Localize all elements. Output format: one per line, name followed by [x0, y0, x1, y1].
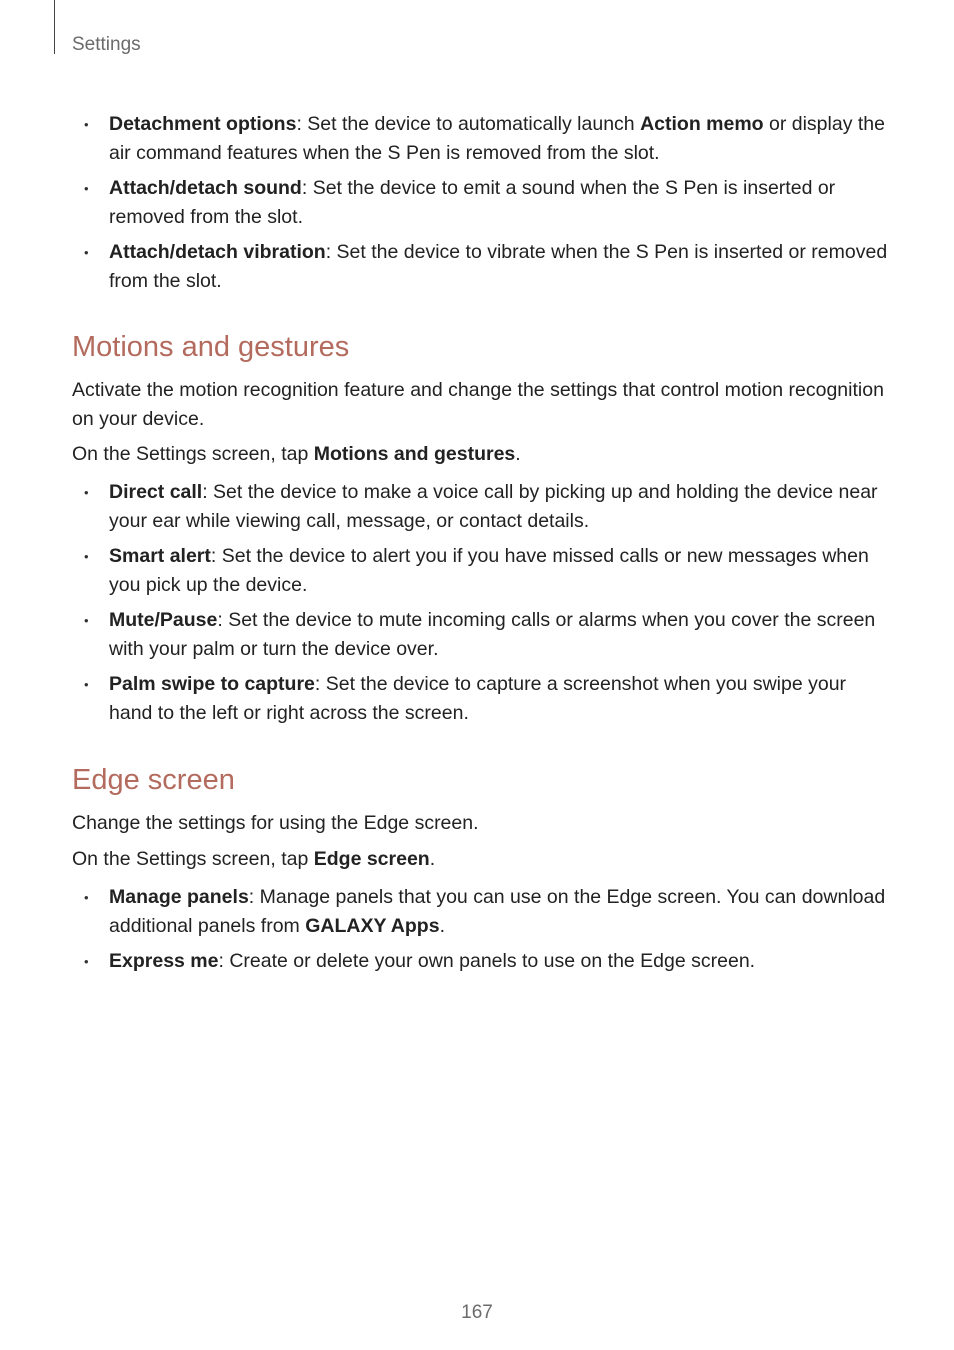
item-text: : Set the device to make a voice call by picking up and holding the device near your ear while viewing call, message, or contact details. — [109, 481, 878, 532]
tap-prefix: On the Settings screen, tap — [72, 848, 314, 870]
item-text: : Set the device to capture a screenshot when you swipe your hand to the left or right across the screen. — [109, 673, 847, 724]
running-header: Settings — [72, 34, 141, 55]
item-term: Detachment options — [109, 113, 297, 135]
item-term: Action memo — [640, 113, 764, 135]
item-term: Smart alert — [109, 545, 211, 567]
item-term: Attach/detach vibration — [109, 241, 326, 263]
edge-options-list — [72, 883, 890, 976]
section-title-motions: Motions and gestures — [72, 331, 350, 363]
list-item — [72, 883, 890, 941]
page-number: 167 — [461, 1302, 493, 1323]
item-text: . — [439, 915, 445, 937]
list-item — [72, 478, 890, 536]
edge-section-body — [72, 809, 890, 982]
motions-section-body — [72, 376, 890, 734]
item-term: Mute/Pause — [109, 609, 218, 631]
section-intro: Change the settings for using the Edge screen. — [72, 812, 479, 834]
header-rule — [54, 0, 55, 54]
tap-prefix: On the Settings screen, tap — [72, 443, 314, 465]
tap-instruction — [72, 440, 890, 469]
tap-instruction — [72, 845, 890, 874]
tap-target: Motions and gestures — [313, 443, 516, 465]
spen-options-list — [72, 110, 890, 302]
list-item — [72, 110, 890, 168]
item-term: Manage panels — [109, 886, 249, 908]
item-text: : Create or delete your own panels to use on the Edge screen. — [218, 950, 756, 972]
item-text: : Set the device to alert you if you have missed calls or new messages when you pick up the device. — [109, 545, 869, 596]
list-item — [72, 542, 890, 600]
tap-suffix: . — [429, 848, 436, 870]
item-term: Express me — [109, 950, 219, 972]
list-item — [72, 606, 890, 664]
item-term: Attach/detach sound — [109, 177, 302, 199]
tap-target: Edge screen — [313, 848, 430, 870]
list-item — [72, 947, 890, 976]
item-text: : Manage panels that you can use on the Edge screen. You can download additional panels from — [109, 886, 886, 937]
item-text: : Set the device to automatically launch — [296, 113, 641, 135]
section-intro: Activate the motion recognition feature and change the settings that control motion recognition on your device. — [72, 379, 884, 430]
item-text: : Set the device to mute incoming calls or alarms when you cover the screen with your palm or turn the device over. — [109, 609, 876, 660]
section-title-edge: Edge screen — [72, 764, 235, 796]
tap-suffix: . — [515, 443, 521, 465]
list-item — [72, 174, 890, 232]
motions-options-list — [72, 478, 890, 728]
list-item — [72, 670, 890, 728]
item-term: Direct call — [109, 481, 203, 503]
item-term: GALAXY Apps — [305, 915, 440, 937]
item-text: or display the air command features when the S Pen is removed from the slot. — [109, 113, 885, 164]
item-text: : Set the device to emit a sound when the S Pen is inserted or removed from the slot. — [109, 177, 836, 228]
item-text: : Set the device to vibrate when the S Pen is inserted or removed from the slot. — [109, 241, 888, 292]
list-item — [72, 238, 890, 296]
item-term: Palm swipe to capture — [109, 673, 315, 695]
